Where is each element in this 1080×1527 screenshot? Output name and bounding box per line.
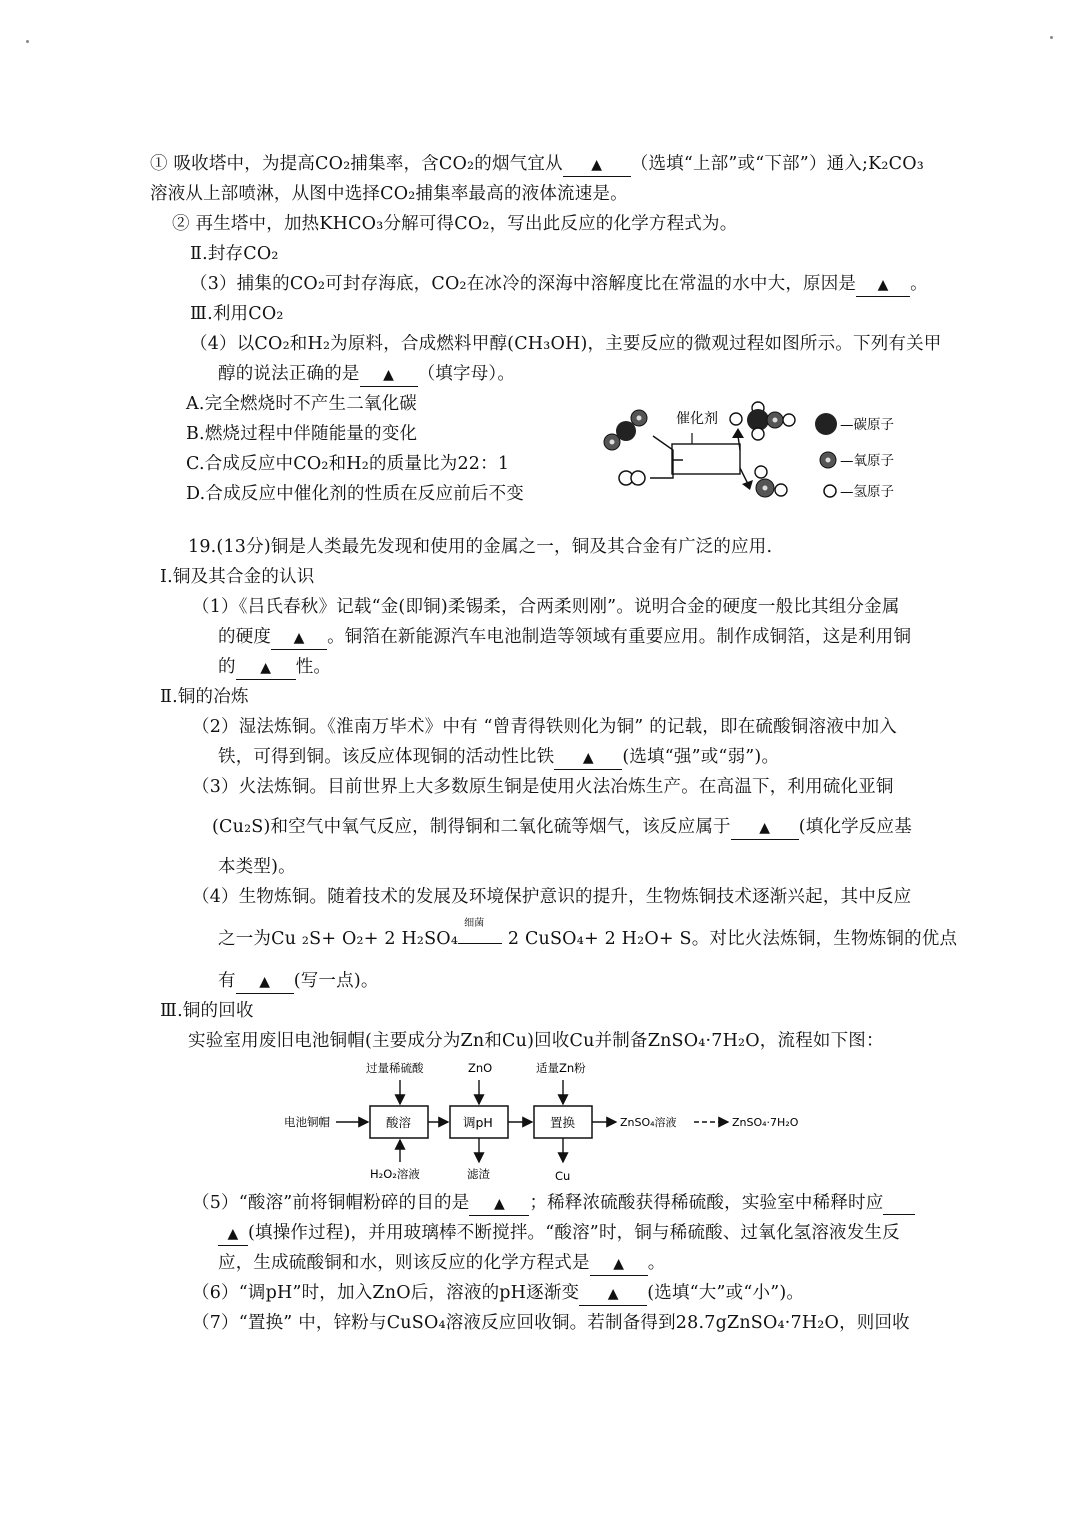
q18-line-4: （3）捕集的CO₂可封存海底，CO₂在冰冷的深海中溶解度比在常温的水中大，原因是 ▲ 。 [190,273,928,297]
section-heading: Ⅱ.铜的冶炼 [160,687,249,707]
start-label: 电池铜帽 [284,1115,330,1129]
q19-q5-line-1: （5）“酸溶”前将铜帽粉碎的目的是 ▲ ；稀释浓硫酸获得稀硫酸，实验室中稀释时应 [192,1192,915,1216]
water-molecule [755,466,787,497]
section-heading: Ⅰ.铜及其合金的认识 [160,567,315,587]
below-label-3: Cu [555,1169,571,1183]
svg-text:置换: 置换 [550,1115,576,1130]
option-c[interactable]: C.合成反应中CO₂和H₂的质量比为22：1 [186,454,510,474]
q19-p3-line-2: (Cu₂S)和空气中氧气反应，制得铜和二氧化硫等烟气，该反应属于 ▲ (填化学反应基 [212,816,912,840]
q19-p3-line-1: （3）火法炼铜。目前世界上大多数原生铜是使用火法冶炼生产。在高温下，利用硫化亚铜 [192,777,894,797]
answer-blank[interactable]: ▲ [554,746,622,770]
carbon-atom-icon [815,413,837,435]
input-label-1: 过量稀硫酸 [366,1061,424,1075]
svg-text:—氧原子: —氧原子 [840,453,894,469]
answer-blank[interactable]: ▲ [360,363,418,387]
answer-blank[interactable]: ▲ [590,1252,648,1276]
methanol-synthesis-diagram [598,398,928,508]
arrow-line [650,460,673,478]
answer-blank[interactable]: ▲ [579,1282,647,1306]
answer-blank[interactable]: ▲ [563,153,631,177]
h2-molecule [619,471,645,485]
q19-q6: （6）“调pH”时，加入ZnO后，溶液的pH逐渐变 ▲ (选填“大”或“小”)。 [192,1282,804,1306]
below-label-1: H₂O₂溶液 [370,1167,420,1181]
answer-blank[interactable]: ▲ [236,970,294,994]
q19-p4-line-1: （4）生物炼铜。随着技术的发展及环境保护意识的提升，生物炼铜技术逐渐兴起，其中反应 [192,887,912,907]
q19-p2-line-2: 铁，可得到铜。该反应体现铜的活动性比铁 ▲ (选填“强”或“弱”)。 [218,746,779,770]
arrow-line [740,468,748,484]
q18-line-3: ② 再生塔中，加热KHCO₃分解可得CO₂，写出此反应的化学方程式为。 [172,214,738,234]
q19-p4-line-3: 有 ▲ (写一点)。 [218,970,379,994]
option-b[interactable]: B.燃烧过程中伴随能量的变化 [186,424,418,444]
section-heading: Ⅱ.封存CO₂ [190,244,279,264]
q18-line-2: 溶液从上部喷淋，从图中选择CO₂捕集率最高的液体流速是。 [150,184,628,204]
answer-blank[interactable]: ▲ [236,656,296,680]
q19-q5-line-2: ▲ (填操作过程)，并用玻璃棒不断搅拌。“酸溶”时，铜与稀硫酸、过氧化氢溶液发生反 [218,1222,900,1246]
catalyst-label: 催化剂 [676,411,718,427]
q19-q5-line-3: 应，生成硫酸铜和水，则该反应的化学方程式是 ▲ 。 [218,1252,665,1276]
svg-text:—碳原子: —碳原子 [840,417,894,433]
q19-p3-line-3: 本类型)。 [218,857,296,877]
q18-line-5: （4）以CO₂和H₂为原料，合成燃料甲醇(CH₃OH)，主要反应的微观过程如图所示。下列有关甲 [190,334,942,354]
svg-text:调pH: 调pH [463,1115,493,1130]
q19-p1-line-3: 的 ▲ 性。 [218,656,331,680]
svg-text:—氢原子: —氢原子 [840,484,894,500]
recycling-flow-diagram [280,1058,840,1192]
answer-blank[interactable]: ▲ [856,273,910,297]
answer-blank[interactable]: ▲ [469,1192,529,1216]
legend [815,413,894,500]
section-heading: Ⅲ.利用CO₂ [190,304,284,324]
output-label-end: ZnSO₄·7H₂O [732,1116,799,1129]
input-label-3: 适量Zn粉 [536,1061,586,1075]
section-heading: Ⅲ.铜的回收 [160,1001,254,1021]
answer-blank[interactable]: ▲ [731,816,799,840]
q18-line-1: ① 吸收塔中，为提高CO₂捕集率，含CO₂的烟气宜从 ▲ （选填“上部”或“下部”）通入;K₂CO₃ [150,153,924,177]
below-label-2: 滤渣 [467,1167,490,1181]
arrow-line [653,436,683,460]
q19-p1-line-2: 的硬度 ▲ 。铜箔在新能源汽车电池制造等领域有重要应用。制作成铜箔，这是利用铜 [218,626,911,650]
answer-blank[interactable] [883,1192,915,1215]
scan-speck [26,40,29,43]
svg-text:酸溶: 酸溶 [386,1115,412,1130]
q18-line-6: 醇的说法正确的是 ▲ （填字母）。 [218,363,515,387]
catalyst-box [672,444,740,474]
q19-p4-line-2: 之一为Cu ₂S+ O₂+ 2 H₂SO₄ 细菌 2 CuSO₄+ 2 H₂O+ S。对比火法炼铜，生物炼铜的优点 [218,918,958,949]
reaction-arrow: 细菌 [458,929,502,944]
q19-q7: （7）“置换” 中，锌粉与CuSO₄溶液反应回收铜。若制备得到28.7gZnSO₄·7H₂O，则回收 [192,1313,910,1333]
scan-speck [1050,36,1053,39]
q19-p1-line-1: （1）《吕氏春秋》记载“金(即铜)柔锡柔，合两柔则刚”。说明合金的硬度一般比其组分金属 [192,597,900,617]
input-label-2: ZnO [468,1061,493,1075]
q19-intro: 19.(13分)铜是人类最先发现和使用的金属之一，铜及其合金有广泛的应用. [188,537,773,557]
arrow-line [738,436,740,450]
q19-p5: 实验室用废旧电池铜帽(主要成分为Zn和Cu)回收Cu并制备ZnSO₄·7H₂O，流程如下图： [188,1031,884,1051]
hydrogen-atom-icon [824,485,836,497]
option-a[interactable]: A.完全燃烧时不产生二氧化碳 [186,394,417,414]
option-d[interactable]: D.合成反应中催化剂的性质在反应前后不变 [186,484,524,504]
output-label-mid: ZnSO₄溶液 [620,1116,677,1129]
answer-blank[interactable]: ▲ [218,1222,248,1246]
answer-blank[interactable]: ▲ [271,626,327,650]
q19-p2-line-1: （2）湿法炼铜。《淮南万毕术》中有 “曾青得铁则化为铜” 的记载，即在硫酸铜溶液中加入 [192,717,897,737]
co2-molecule [604,410,647,450]
